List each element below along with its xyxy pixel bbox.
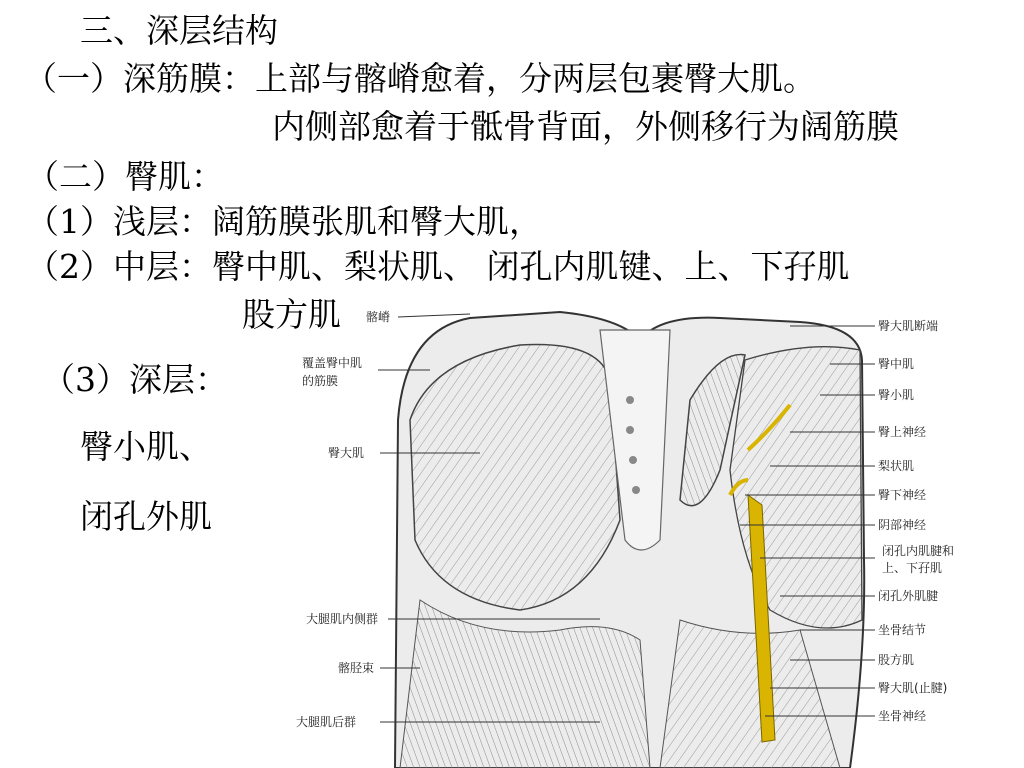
- label-gluteus-maximus-cut: 臀大肌断端: [878, 319, 939, 333]
- label-iliotibial-tract: 髂胫束: [338, 661, 375, 675]
- label-gemelli: 上、下孖肌: [882, 561, 943, 575]
- label-quadratus-femoris: 股方肌: [878, 653, 915, 667]
- deep-layer-item-2: 闭孔外肌: [80, 497, 212, 536]
- label-gluteus-maximus: 臀大肌: [328, 446, 365, 460]
- label-posterior-group: 大腿肌后群: [296, 715, 357, 729]
- label-obturator-externus-tendon: 闭孔外肌腱: [878, 589, 939, 603]
- label-fascia-cover-2: 的筋膜: [302, 374, 339, 388]
- sacral-foramen: [626, 396, 634, 404]
- label-obturator-internus-tendon: 闭孔内肌腱和: [882, 544, 955, 558]
- label-gluteus-minimus: 臀小肌: [878, 388, 915, 402]
- gluteal-muscles-title: （二）臀肌：: [26, 157, 224, 196]
- label-superior-gluteal-nerve: 臀上神经: [878, 425, 927, 439]
- middle-layer: （2）中层：臀中肌、梨状肌、 闭孔内肌键、上、下孖肌: [26, 247, 850, 286]
- label-adductor-group: 大腿肌内侧群: [306, 612, 379, 626]
- label-sciatic-nerve: 坐骨神经: [878, 709, 927, 723]
- label-ischial-tuberosity: 坐骨结节: [878, 623, 927, 637]
- label-gluteus-maximus-insertion: 臀大肌(止腱): [878, 681, 948, 695]
- slide-heading: 三、深层结构: [80, 11, 278, 50]
- deep-fascia-line-2: 内侧部愈着于骶骨背面，外侧移行为阔筋膜: [272, 107, 899, 146]
- sacral-foramen: [626, 426, 634, 434]
- label-inferior-gluteal-nerve: 臀下神经: [878, 488, 927, 502]
- label-fascia-cover-1: 覆盖臀中肌: [302, 356, 363, 370]
- gluteus-maximus-shape: [410, 344, 620, 610]
- sacral-foramen: [629, 456, 637, 464]
- label-piriformis: 梨状肌: [878, 459, 915, 473]
- middle-layer-continued: 股方肌: [242, 295, 341, 334]
- deep-fascia-line-1: （一）深筋膜：上部与髂嵴愈着，分两层包裹臀大肌。: [24, 59, 816, 98]
- label-iliac-crest: 髂嵴: [366, 310, 391, 324]
- deep-layer-item-1: 臀小肌、: [80, 427, 212, 466]
- label-gluteus-medius: 臀中肌: [878, 357, 915, 371]
- leader-line: [398, 314, 470, 317]
- label-pudendal-nerve: 阴部神经: [878, 518, 927, 532]
- sacral-foramen: [632, 486, 640, 494]
- superficial-layer: （1）浅层：阔筋膜张肌和臀大肌，: [26, 202, 542, 241]
- deep-layer: （3）深层：: [42, 360, 228, 399]
